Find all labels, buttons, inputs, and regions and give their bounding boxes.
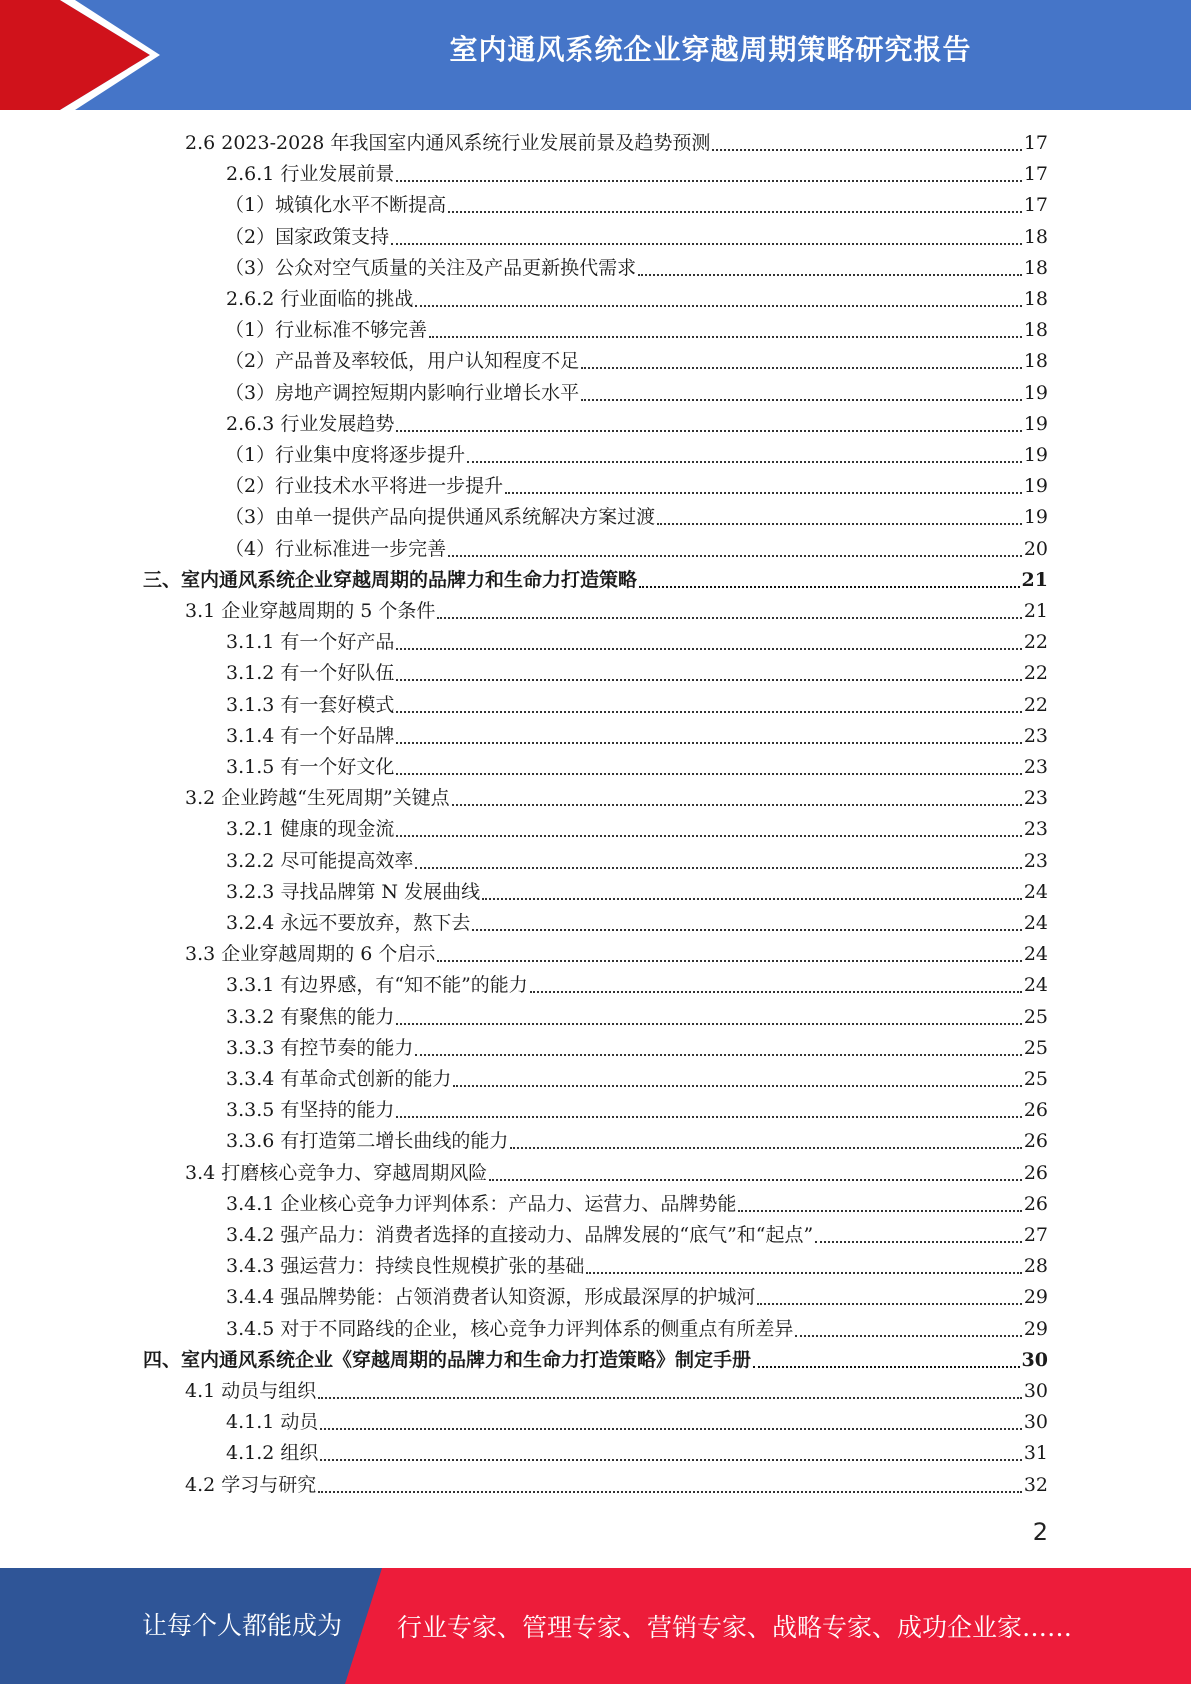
toc-entry-title: 3.2 企业跨越“生死周期”关键点 [185,787,450,809]
toc-entry-page: 28 [1023,1255,1048,1277]
toc-entry-page: 18 [1023,257,1048,279]
toc-entry-page: 30 [1023,1411,1048,1433]
toc-entry[interactable] [226,1438,1048,1469]
toc-entry-page: 21 [1023,600,1048,622]
toc-entry-page: 18 [1023,288,1048,310]
toc-entry-page: 17 [1023,194,1048,216]
toc-entry[interactable] [226,1220,1048,1251]
toc-entry[interactable] [226,1407,1048,1438]
toc-entry-title: 3.1.2 有一个好队伍 [226,662,395,684]
toc-leader-dots [467,461,1022,463]
toc-leader-dots [320,1459,1021,1461]
toc-entry[interactable] [226,1002,1048,1033]
toc-entry[interactable] [226,1251,1048,1282]
toc-entry-title: （2）行业技术水平将进一步提升 [225,475,504,497]
toc-entry-page: 18 [1023,350,1048,372]
toc-entry[interactable] [225,190,1048,221]
toc-entry-title: 3.1.5 有一个好文化 [226,756,395,778]
toc-entry-title: （4）行业标准进一步完善 [225,538,447,560]
toc-entry-page: 30 [1021,1349,1048,1371]
toc-entry-title: 2.6.3 行业发展趋势 [226,413,395,435]
toc-entry[interactable] [226,159,1048,190]
toc-entry-page: 21 [1021,569,1048,591]
toc-entry[interactable] [226,814,1048,845]
page-footer [0,1568,1191,1684]
footer-slogan-left: 让每个人都能成为 [142,1611,343,1640]
toc-entry-title: （3）公众对空气质量的关注及产品更新换代需求 [225,257,637,279]
toc-leader-dots [639,586,1020,588]
toc-entry-title: 3.1.4 有一个好品牌 [226,725,395,747]
toc-leader-dots [489,1179,1022,1181]
toc-entry-title: 4.1.1 动员 [226,1411,319,1433]
toc-entry[interactable] [226,1126,1048,1157]
toc-leader-dots [448,211,1022,213]
toc-entry-page: 22 [1023,631,1048,653]
toc-entry-title: 3.1.1 有一个好产品 [226,631,395,653]
toc-entry-title: （3）由单一提供产品向提供通风系统解决方案过渡 [225,506,656,528]
toc-entry-title: 3.4.2 强产品力：消费者选择的直接动力、品牌发展的“底气”和“起点” [226,1224,814,1246]
toc-entry-page: 25 [1023,1006,1048,1028]
toc-entry-title: 3.4 打磨核心竞争力、穿越周期风险 [185,1162,488,1184]
toc-entry-title: 2.6.1 行业发展前景 [226,163,395,185]
toc-leader-dots [391,243,1022,245]
toc-leader-dots [437,617,1021,619]
toc-entry-title: 3.3.5 有坚持的能力 [226,1099,395,1121]
toc-entry-page: 17 [1023,163,1048,185]
toc-entry[interactable] [226,846,1048,877]
toc-entry[interactable] [226,1095,1048,1126]
toc-entry-title: 3.3.4 有革命式创新的能力 [226,1068,452,1090]
toc-entry-page: 19 [1023,413,1048,435]
toc-leader-dots [581,399,1022,401]
toc-leader-dots [396,773,1021,775]
toc-entry-title: 3.2.4 永远不要放弃，熬下去 [226,912,471,934]
toc-leader-dots [396,180,1021,182]
toc-leader-dots [396,1116,1021,1118]
toc-leader-dots [510,1147,1021,1149]
toc-entry-page: 24 [1023,881,1048,903]
toc-leader-dots [415,305,1021,307]
toc-leader-dots [453,1085,1021,1087]
toc-entry[interactable] [185,128,1048,159]
toc-leader-dots [396,1023,1021,1025]
toc-entry[interactable] [185,783,1048,814]
toc-entry-page: 23 [1023,818,1048,840]
toc-entry-page: 19 [1023,444,1048,466]
toc-leader-dots [753,1366,1020,1368]
toc-leader-dots [712,149,1021,151]
toc-entry-page: 29 [1023,1318,1048,1340]
toc-entry-page: 23 [1023,850,1048,872]
toc-entry[interactable] [226,970,1048,1001]
toc-leader-dots [318,1397,1022,1399]
toc-leader-dots [530,991,1022,993]
toc-leader-dots [396,835,1021,837]
toc-entry[interactable] [226,1282,1048,1313]
toc-entry[interactable] [226,658,1048,689]
toc-entry[interactable] [185,1376,1048,1407]
toc-entry-title: 3.4.5 对于不同路线的企业，核心竞争力评判体系的侧重点有所差异 [226,1318,794,1340]
toc-entry[interactable] [225,378,1048,409]
toc-leader-dots [581,367,1022,369]
toc-leader-dots [396,648,1021,650]
toc-entry-page: 19 [1023,382,1048,404]
toc-leader-dots [472,929,1021,931]
toc-entry-page: 27 [1023,1224,1048,1246]
toc-entry-title: 3.1 企业穿越周期的 5 个条件 [185,600,436,622]
toc-entry-title: 2.6.2 行业面临的挑战 [226,288,414,310]
toc-leader-dots [482,898,1022,900]
toc-entry[interactable] [225,253,1048,284]
toc-entry-title: 3.4.1 企业核心竞争力评判体系：产品力、运营力、品牌势能 [226,1193,737,1215]
toc-entry-page: 23 [1023,725,1048,747]
toc-leader-dots [815,1241,1022,1243]
toc-entry[interactable] [143,1345,1048,1376]
toc-entry-page: 31 [1023,1442,1048,1464]
toc-entry[interactable] [225,502,1048,533]
toc-leader-dots [586,1272,1021,1274]
toc-leader-dots [452,804,1022,806]
toc-leader-dots [738,1210,1021,1212]
toc-entry[interactable] [226,908,1048,939]
toc-leader-dots [396,430,1021,432]
toc-leader-dots [396,711,1021,713]
toc-entry-page: 23 [1023,756,1048,778]
toc-entry[interactable] [225,534,1048,565]
toc-entry-title: 3.3.2 有聚焦的能力 [226,1006,395,1028]
toc-entry-page: 26 [1023,1130,1048,1152]
toc-entry-page: 26 [1023,1162,1048,1184]
toc-leader-dots [396,742,1021,744]
toc-entry-title: 3.2.2 尽可能提高效率 [226,850,414,872]
toc-entry-title: 4.1.2 组织 [226,1442,319,1464]
toc-entry[interactable] [225,346,1048,377]
toc-entry[interactable] [225,440,1048,471]
footer-slogan-right: 行业专家、管理专家、营销专家、战略专家、成功企业家…… [397,1613,1073,1642]
toc-leader-dots [396,679,1021,681]
toc-entry-title: 4.2 学习与研究 [185,1474,317,1496]
toc-entry[interactable] [226,690,1048,721]
toc-entry-page: 25 [1023,1068,1048,1090]
toc-leader-dots [429,336,1022,338]
toc-entry[interactable] [226,752,1048,783]
toc-entry[interactable] [225,471,1048,502]
toc-entry-title: 4.1 动员与组织 [185,1380,317,1402]
toc-leader-dots [448,555,1022,557]
page-number: 2 [1032,1518,1048,1546]
toc-leader-dots [415,867,1021,869]
toc-entry-page: 18 [1023,319,1048,341]
toc-entry-page: 24 [1023,974,1048,996]
toc-entry-title: 3.4.4 强品牌势能：占领消费者认知资源，形成最深厚的护城河 [226,1286,756,1308]
toc-entry[interactable] [226,1314,1048,1345]
toc-entry-title: 2.6 2023-2028 年我国室内通风系统行业发展前景及趋势预测 [185,132,711,154]
toc-leader-dots [415,1054,1021,1056]
toc-entry[interactable] [226,1064,1048,1095]
toc-entry[interactable] [226,1189,1048,1220]
toc-entry-title: 3.3 企业穿越周期的 6 个启示 [185,943,436,965]
toc-entry-page: 20 [1023,538,1048,560]
toc-entry-title: （2）产品普及率较低，用户认知程度不足 [225,350,580,372]
toc-entry[interactable] [225,222,1048,253]
toc-entry-page: 30 [1023,1380,1048,1402]
toc-entry[interactable] [185,1470,1048,1501]
toc-entry-page: 17 [1023,132,1048,154]
toc-entry-title: 三、室内通风系统企业穿越周期的品牌力和生命力打造策略 [143,569,638,591]
toc-entry-title: 3.1.3 有一套好模式 [226,694,395,716]
toc-entry[interactable] [185,939,1048,970]
toc-entry-page: 26 [1023,1193,1048,1215]
toc-leader-dots [320,1428,1021,1430]
toc-entry-title: 3.2.3 寻找品牌第 N 发展曲线 [226,881,481,903]
toc-entry-page: 24 [1023,912,1048,934]
toc-entry[interactable] [226,284,1048,315]
toc-entry-page: 18 [1023,226,1048,248]
toc-entry[interactable] [226,627,1048,658]
toc-entry-page: 26 [1023,1099,1048,1121]
toc-entry-title: 四、室内通风系统企业《穿越周期的品牌力和生命力打造策略》制定手册 [143,1349,752,1371]
toc-entry[interactable] [226,1033,1048,1064]
page-header [0,0,1191,110]
toc-entry-title: （1）城镇化水平不断提高 [225,194,447,216]
toc-entry-title: （1）行业集中度将逐步提升 [225,444,466,466]
toc-entry-page: 29 [1023,1286,1048,1308]
toc-entry-page: 25 [1023,1037,1048,1059]
toc-entry[interactable] [226,877,1048,908]
toc-leader-dots [757,1303,1021,1305]
toc-entry-page: 19 [1023,506,1048,528]
toc-entry-title: 3.3.1 有边界感，有“知不能”的能力 [226,974,528,996]
toc-leader-dots [657,523,1022,525]
toc-entry-title: 3.3.6 有打造第二增长曲线的能力 [226,1130,509,1152]
toc-entry[interactable] [226,409,1048,440]
toc-entry-page: 24 [1023,943,1048,965]
toc-entry-page: 22 [1023,662,1048,684]
toc-entry-page: 19 [1023,475,1048,497]
toc-leader-dots [437,960,1021,962]
toc-entry-page: 32 [1023,1474,1048,1496]
toc-entry[interactable] [225,315,1048,346]
toc-entry-title: 3.4.3 强运营力：持续良性规模扩张的基础 [226,1255,585,1277]
toc-leader-dots [318,1491,1022,1493]
toc-leader-dots [505,492,1022,494]
toc-entry-title: （1）行业标准不够完善 [225,319,428,341]
toc-entry-page: 22 [1023,694,1048,716]
toc-entry-page: 23 [1023,787,1048,809]
toc-entry-title: 3.3.3 有控节奏的能力 [226,1037,414,1059]
toc-leader-dots [638,274,1022,276]
toc-entry[interactable] [185,596,1048,627]
toc-entry[interactable] [185,1158,1048,1189]
toc-entry-title: 3.2.1 健康的现金流 [226,818,395,840]
toc-entry-title: （2）国家政策支持 [225,226,390,248]
toc-entry[interactable] [226,721,1048,752]
toc-leader-dots [795,1335,1021,1337]
report-title: 室内通风系统企业穿越周期策略研究报告 [449,33,972,66]
toc-entry-title: （3）房地产调控短期内影响行业增长水平 [225,382,580,404]
toc-entry[interactable] [143,565,1048,596]
